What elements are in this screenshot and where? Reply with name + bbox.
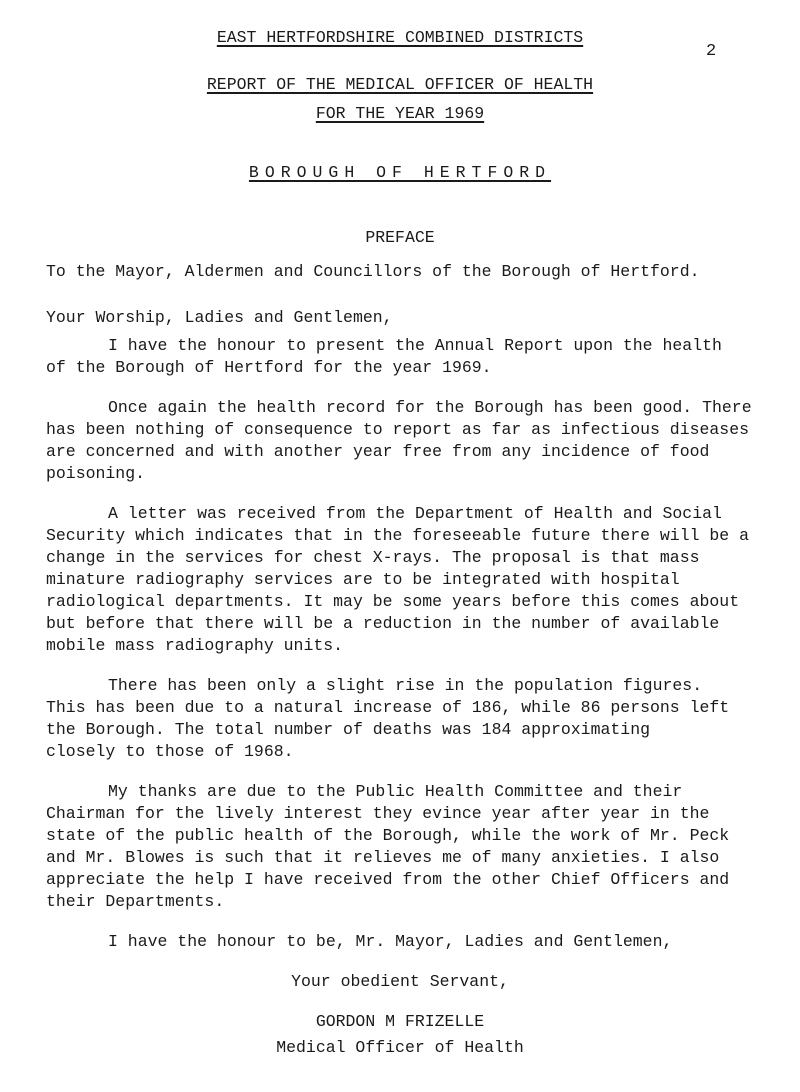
- paragraph-line: change in the services for chest X-rays. The proposal is that mass: [46, 548, 700, 567]
- borough-heading: BOROUGH OF HERTFORD: [248, 163, 552, 182]
- paragraph-line: has been nothing of consequence to report as far as infectious diseases: [46, 420, 750, 439]
- paragraph-line: Chairman for the lively interest they evince year after year in the: [46, 804, 710, 823]
- paragraph-line: appreciate the help I have received from the other Chief Officers and: [46, 870, 730, 889]
- paragraph-line: This has been due to a natural increase of 186, while 86 persons left: [46, 698, 730, 717]
- report-year: FOR THE YEAR 1969: [315, 104, 485, 123]
- paragraph-line: mobile mass radiography units.: [46, 636, 344, 655]
- paragraph-line: their Departments.: [46, 892, 225, 911]
- signatory-name: GORDON M FRIZELLE: [315, 1012, 485, 1031]
- paragraph-line: state of the public health of the Borough, while the work of Mr. Peck: [46, 826, 730, 845]
- paragraph-line: and Mr. Blowes is such that it relieves me of many anxieties. I also: [46, 848, 720, 867]
- closing-salutation-line: I have the honour to be, Mr. Mayor, Ladies and Gentlemen,: [108, 932, 673, 951]
- salutation: Your Worship, Ladies and Gentlemen,: [46, 308, 393, 327]
- valediction: Your obedient Servant,: [291, 972, 509, 991]
- paragraph-line: I have the honour to present the Annual Report upon the health: [108, 336, 722, 355]
- paragraph-line: the Borough. The total number of deaths was 184 approximating: [46, 720, 650, 739]
- paragraph-line: There has been only a slight rise in the population figures.: [108, 676, 703, 695]
- paragraph-line: My thanks are due to the Public Health Committee and their: [108, 782, 683, 801]
- signatory-title: Medical Officer of Health: [276, 1038, 524, 1057]
- addressee: To the Mayor, Aldermen and Councillors of the Borough of Hertford.: [46, 262, 700, 281]
- district-heading: EAST HERTFORDSHIRE COMBINED DISTRICTS: [216, 28, 584, 47]
- paragraph-line: Once again the health record for the Borough has been good. There: [108, 398, 752, 417]
- paragraph-line: are concerned and with another year free from any incidence of food: [46, 442, 710, 461]
- paragraph-line: of the Borough of Hertford for the year 1969.: [46, 358, 492, 377]
- paragraph-line: Security which indicates that in the foreseeable future there will be a: [46, 526, 750, 545]
- paragraph-line: but before that there will be a reduction in the number of available: [46, 614, 720, 633]
- paragraph-line: closely to those of 1968.: [46, 742, 294, 761]
- preface-heading: PREFACE: [365, 228, 435, 247]
- paragraph-line: minature radiography services are to be integrated with hospital: [46, 570, 680, 589]
- paragraph-line: A letter was received from the Department of Health and Social: [108, 504, 722, 523]
- page-number: 2: [706, 42, 717, 61]
- paragraph-line: radiological departments. It may be some years before this comes about: [46, 592, 740, 611]
- paragraph-line: poisoning.: [46, 464, 146, 483]
- report-title: REPORT OF THE MEDICAL OFFICER OF HEALTH: [206, 75, 594, 94]
